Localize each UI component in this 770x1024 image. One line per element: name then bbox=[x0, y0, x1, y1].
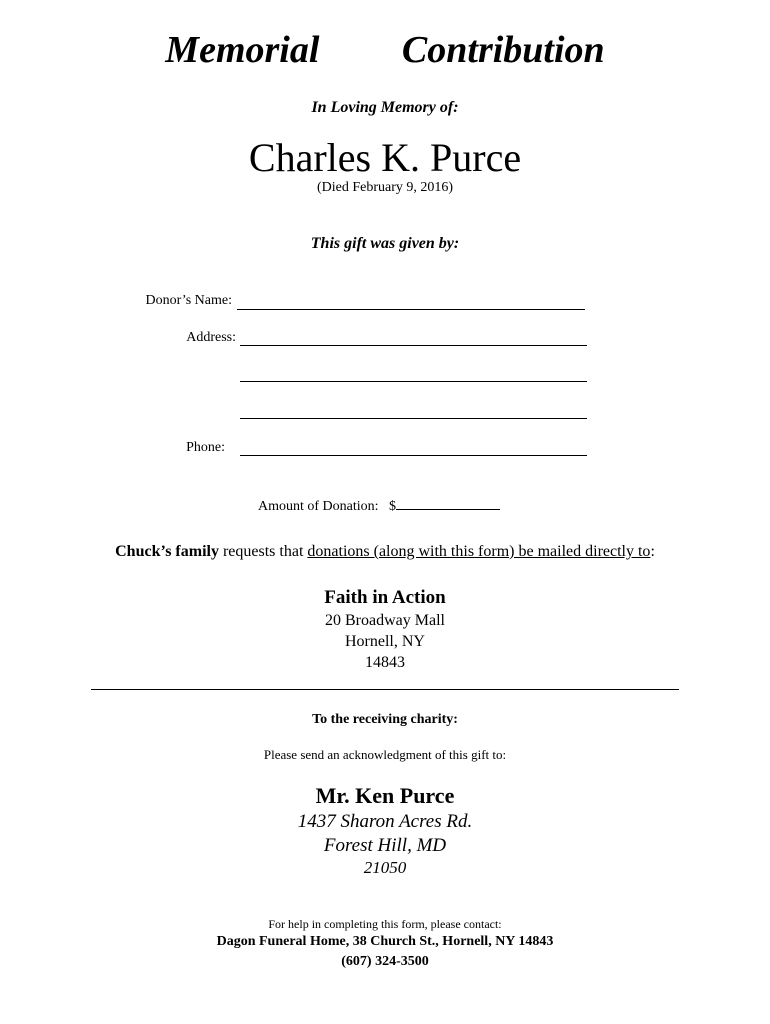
address-field-line-3[interactable] bbox=[240, 418, 587, 419]
death-date-note: (Died February 9, 2016) bbox=[316, 180, 454, 195]
address-label: Address: bbox=[186, 330, 236, 345]
donation-amount-field[interactable] bbox=[396, 495, 500, 510]
mailing-instruction: donations (along with this form) be mailed directly to bbox=[307, 543, 651, 560]
family-name: Chuck’s family bbox=[115, 543, 219, 560]
mailing-request bbox=[0, 543, 770, 561]
deceased-name: Charles K. Purce bbox=[248, 135, 522, 180]
request-text: requests that bbox=[218, 543, 308, 560]
donor-name-field[interactable] bbox=[237, 309, 585, 310]
recipient-zip: 21050 bbox=[363, 858, 407, 877]
page-title: Memorial Contribution bbox=[165, 29, 605, 71]
request-colon: : bbox=[650, 543, 655, 560]
charity-name: Faith in Action bbox=[324, 587, 446, 608]
funeral-home-phone: (607) 324-3500 bbox=[341, 954, 429, 969]
recipient-name: Mr. Ken Purce bbox=[315, 783, 455, 808]
given-by-heading: This gift was given by: bbox=[310, 235, 460, 252]
phone-label: Phone: bbox=[186, 440, 225, 455]
donor-name-label: Donor’s Name: bbox=[145, 293, 232, 308]
charity-city: Hornell, NY bbox=[345, 633, 425, 650]
receiving-charity-heading: To the receiving charity: bbox=[312, 712, 458, 727]
section-divider bbox=[91, 689, 679, 690]
address-field-line-1[interactable] bbox=[240, 345, 587, 346]
donation-label: Amount of Donation: $ bbox=[258, 499, 397, 514]
donation-amount-row bbox=[258, 495, 500, 515]
acknowledgment-instruction: Please send an acknowledgment of this gift to: bbox=[263, 747, 507, 762]
charity-zip: 14843 bbox=[365, 654, 405, 671]
memory-label: In Loving Memory of: bbox=[311, 99, 459, 116]
address-field-line-2[interactable] bbox=[240, 381, 587, 382]
phone-field[interactable] bbox=[240, 455, 587, 456]
recipient-street: 1437 Sharon Acres Rd. bbox=[297, 811, 473, 832]
charity-street: 20 Broadway Mall bbox=[325, 612, 445, 629]
help-text: For help in completing this form, please contact: bbox=[268, 917, 502, 931]
funeral-home-contact: Dagon Funeral Home, 38 Church St., Hornell, NY 14843 bbox=[216, 934, 554, 949]
recipient-city: Forest Hill, MD bbox=[323, 835, 447, 856]
